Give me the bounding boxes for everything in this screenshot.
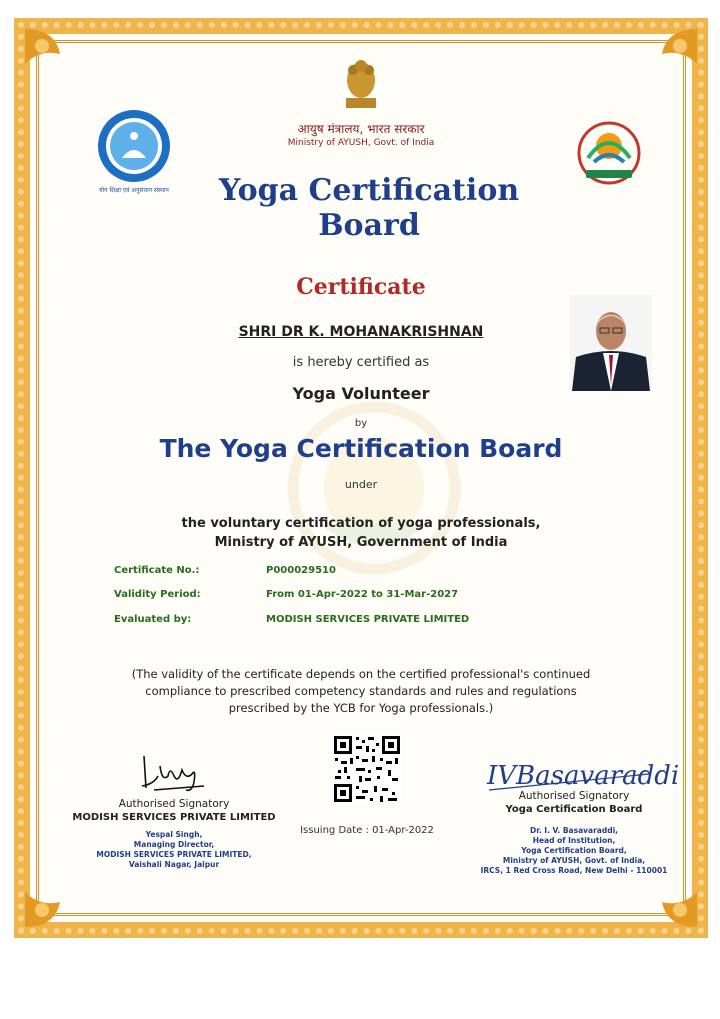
ministry-english: Ministry of AYUSH, Govt. of India [287, 138, 435, 148]
yoga-institute-logo [94, 106, 174, 186]
corner-ornament [632, 24, 702, 94]
person-icon [570, 295, 652, 391]
validity-period-label: Validity Period: [114, 589, 201, 600]
left-signatory-line: Yespal Singh, [145, 830, 203, 839]
issuing-date: Issuing Date : 01-Apr-2022 [300, 825, 434, 836]
right-signatory-title: Authorised Signatory [518, 790, 630, 802]
right-signatory-line: Dr. I. V. Basavaraddi, [529, 826, 619, 835]
scheme-line-1: the voluntary certification of yoga professionals, [181, 516, 541, 531]
issuer-name: The Yoga Certification Board [159, 434, 563, 463]
certified-role: Yoga Volunteer [292, 384, 430, 403]
validity-period-value: From 01-Apr-2022 to 31-Mar-2027 [266, 589, 459, 600]
scheme-description [14, 514, 708, 552]
recipient-photo [570, 295, 652, 391]
left-signatory-details [84, 830, 264, 870]
right-signatory-org: Yoga Certification Board [505, 804, 643, 815]
scheme-line-2: Ministry of AYUSH, Government of India [214, 535, 508, 550]
board-title: Yoga Certification Board [218, 173, 520, 243]
qr-code [332, 734, 402, 804]
ministry-hindi: आयुष मंत्रालय, भारत सरकार [297, 122, 425, 136]
corner-ornament [20, 862, 90, 932]
evaluated-by-value: MODISH SERVICES PRIVATE LIMITED [266, 614, 470, 625]
certificate-heading: Certificate [296, 274, 426, 300]
right-signatory-details [469, 826, 679, 876]
certificate-no-label: Certificate No.: [114, 565, 200, 576]
left-logo-caption: योग शिक्षा एवं अनुसंधान संस्थान [99, 187, 169, 194]
right-signatory-line: IRCS, 1 Red Cross Road, New Delhi - 110001 [480, 866, 668, 875]
ycb-logo [574, 118, 644, 188]
left-signatory-line: Managing Director, [133, 840, 215, 849]
certified-as-text: is hereby certified as [292, 355, 430, 370]
by-text: by [354, 418, 368, 429]
evaluated-by-label: Evaluated by: [114, 614, 192, 625]
under-text: under [344, 478, 378, 491]
validity-note: (The validity of the certificate depends on the certified professional's continued compliance to prescribed competency standards and rules and regulations prescribed by the YCB for Yoga professionals.) [131, 667, 591, 715]
right-signatory-line: Ministry of AYUSH, Govt. of India, [502, 856, 646, 865]
national-emblem-icon [340, 54, 382, 114]
right-signatory-line: Yoga Certification Board, [521, 846, 627, 855]
corner-ornament [20, 24, 90, 94]
certificate-no-value: P000029510 [266, 565, 336, 576]
signature-text: IVBasavaraddi [487, 761, 680, 791]
left-signatory-line: MODISH SERVICES PRIVATE LIMITED, [96, 850, 252, 859]
certificate [14, 18, 708, 938]
right-signatory-line: Head of Institution, [532, 836, 616, 845]
left-signatory-title: Authorised Signatory [118, 798, 230, 810]
left-signatory-org: MODISH SERVICES PRIVATE LIMITED [72, 812, 276, 823]
left-signature [134, 746, 214, 796]
recipient-name: SHRI DR K. MOHANAKRISHNAN [238, 324, 484, 340]
right-signature [479, 746, 680, 796]
left-signatory-line: Vaishali Nagar, Jaipur [128, 860, 220, 869]
